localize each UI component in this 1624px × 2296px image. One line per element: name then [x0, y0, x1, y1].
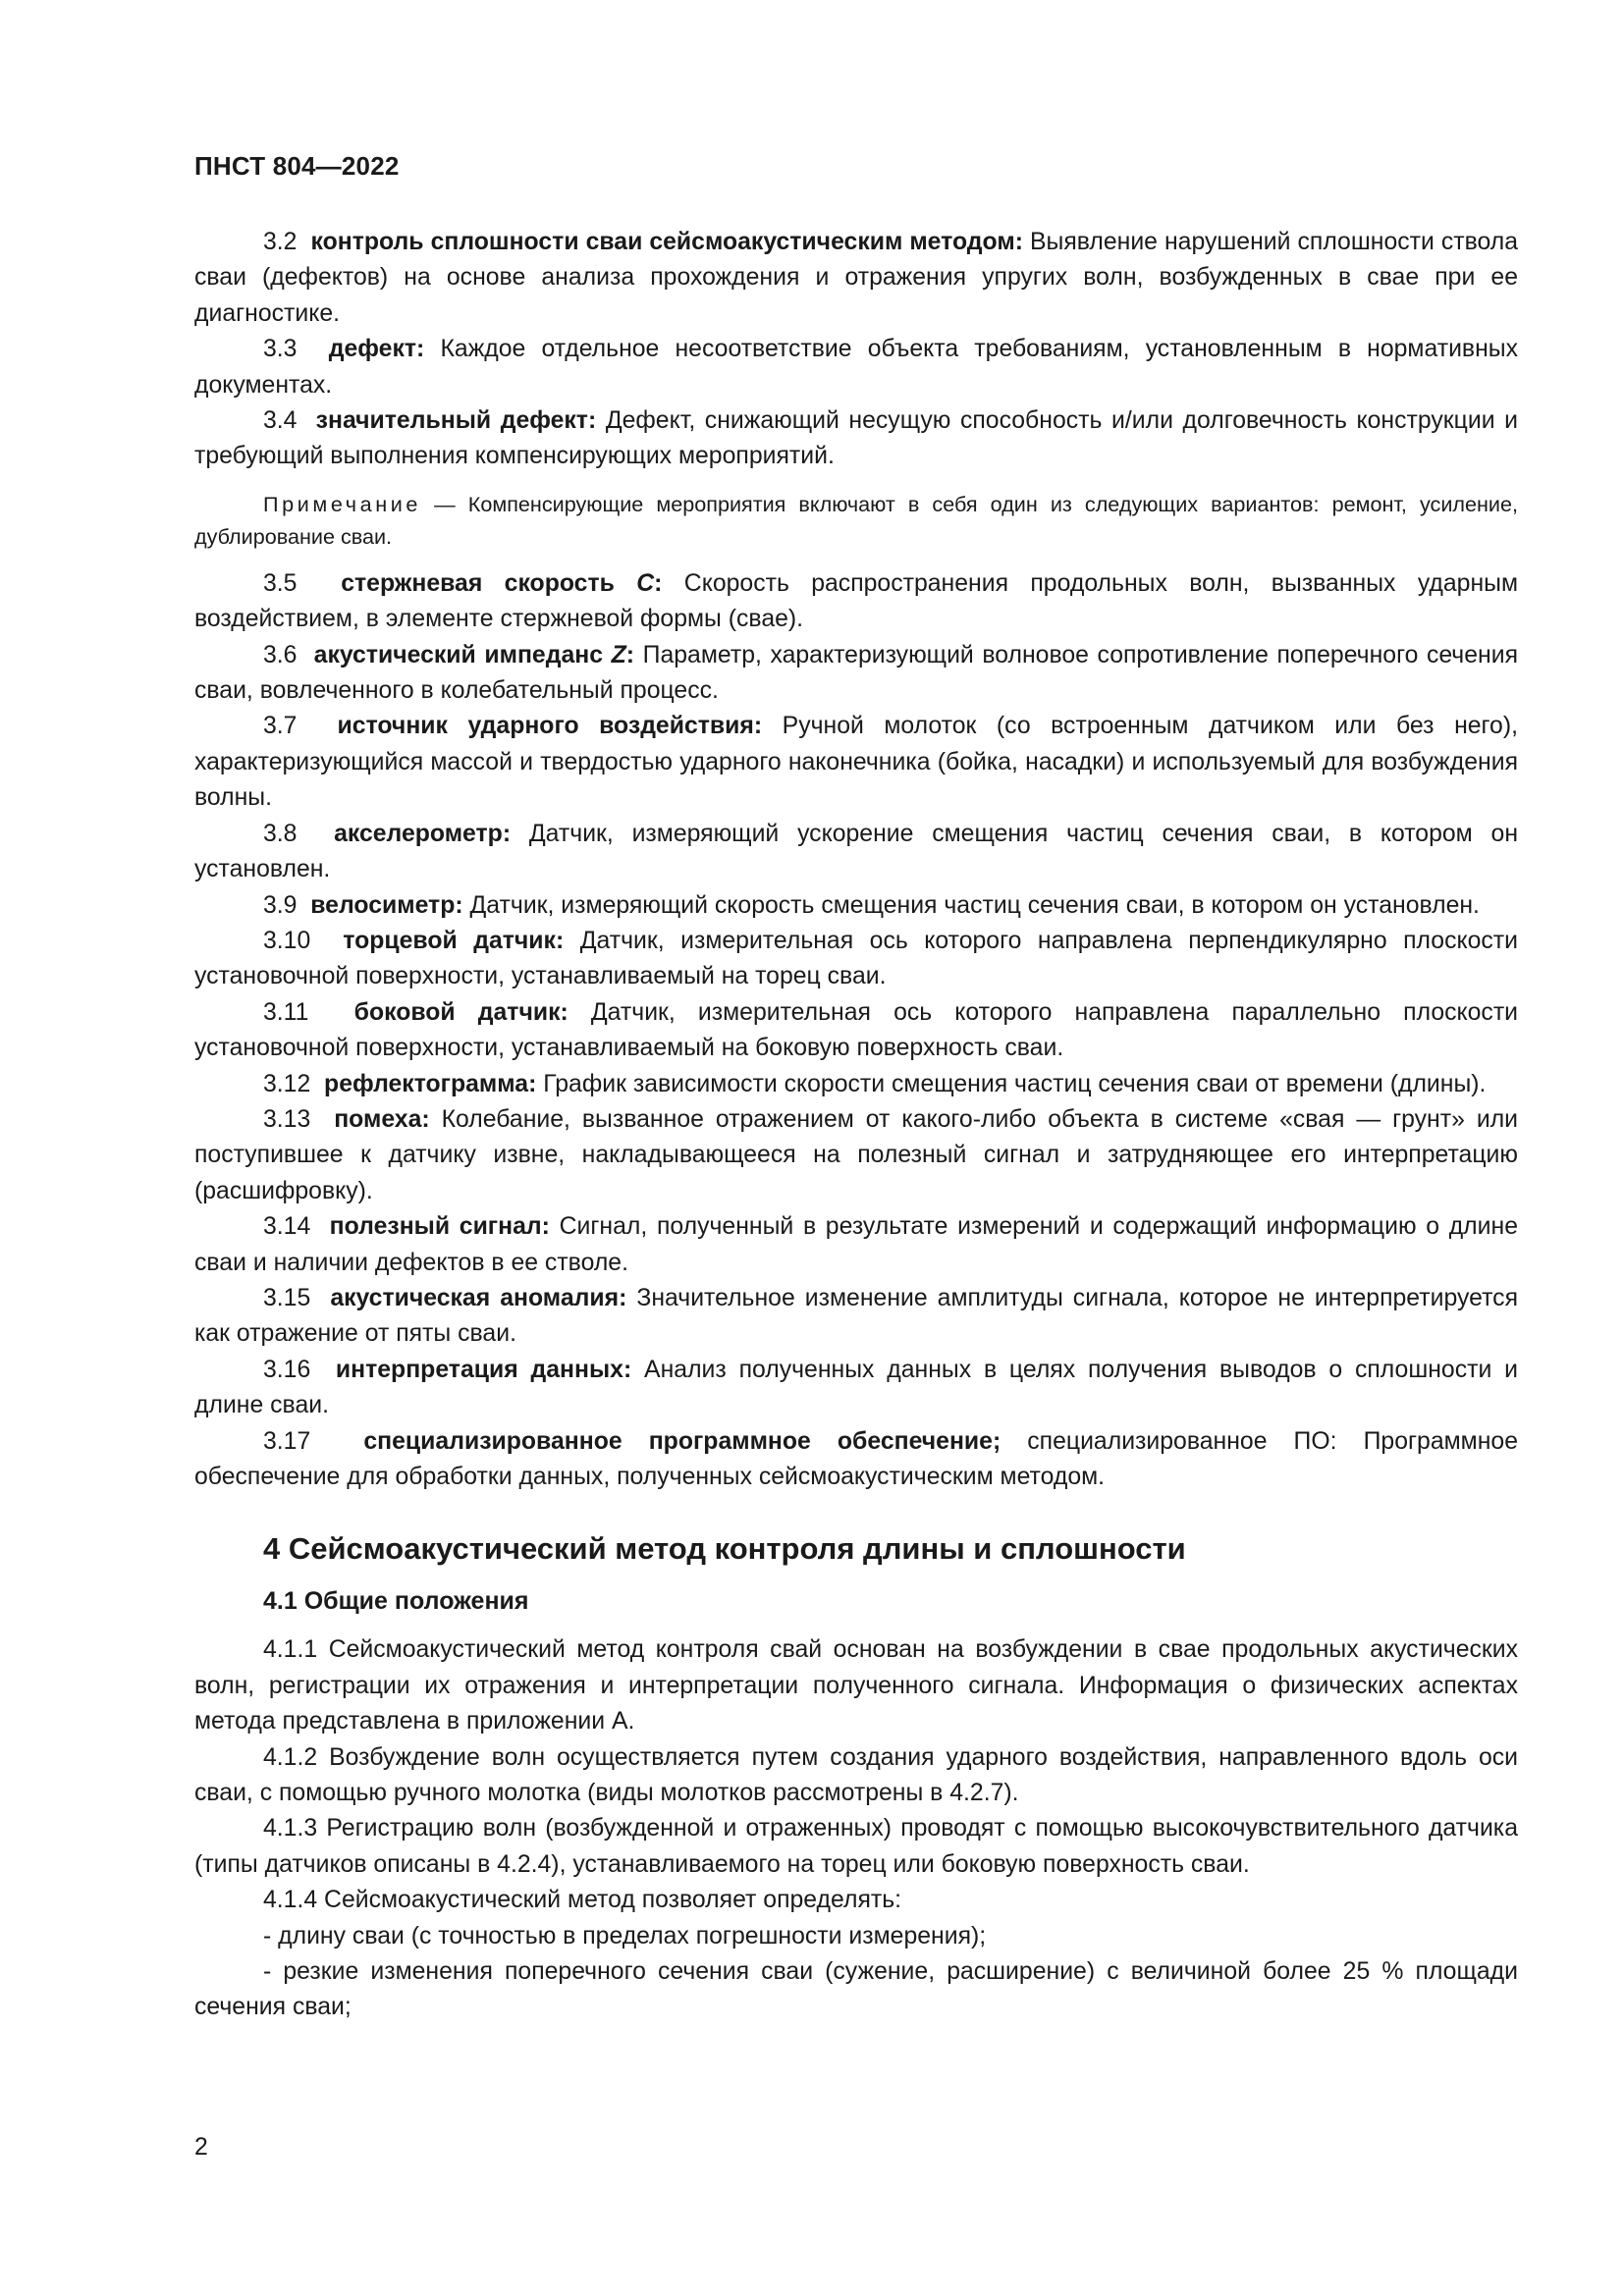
term-definition: Датчик, измерительная ось которого направлена перпендикулярно плоскости установочной поверхности, устанавливаемый на торец сваи. — [194, 927, 1518, 990]
term-3-14 — [194, 1209, 1518, 1281]
term-name: дефект: — [328, 336, 425, 363]
term-variable: Z — [611, 641, 626, 668]
subsection-heading: 4.1 Общие положения — [263, 1587, 529, 1616]
term-number: 3.13 — [263, 1105, 311, 1133]
term-name: акустическая аномалия: — [330, 1284, 627, 1311]
term-name: специализированное программное обеспечение; — [363, 1427, 1001, 1455]
term-name: помеха: — [334, 1105, 430, 1133]
term-number: 3.3 — [263, 336, 298, 363]
term-3-10 — [194, 924, 1518, 995]
term-variable: C — [636, 569, 655, 597]
term-number: 3.5 — [263, 569, 298, 597]
term-definition: Скорость распространения продольных волн, вызванных ударным воздействием, в элементе стержневой формы (свае). — [194, 569, 1519, 633]
term-number: 3.7 — [263, 713, 298, 740]
term-definition: Датчик, измерительная ось которого направлена параллельно плоскости установочной поверхности, устанавливаемый на боковую поверхность сваи. — [194, 998, 1519, 1062]
term-3-2 — [194, 225, 1518, 332]
term-number: 3.11 — [263, 998, 309, 1026]
term-name-text: акустический импеданс — [313, 641, 612, 668]
document-body — [194, 225, 1518, 2026]
paragraph-4-1-4: 4.1.4 Сейсмоакустический метод позволяет определять: — [263, 1887, 902, 1914]
term-3-17 — [194, 1424, 1518, 1496]
term-definition: Ручной молоток (со встроенным датчиком или без него), характеризующийся массой и твердостью ударного наконечника (бойка, насадки) и используемый для возбуждения волны. — [194, 713, 1518, 812]
term-name: рефлектограмма: — [324, 1070, 537, 1097]
term-3-8 — [194, 817, 1518, 888]
term-3-3 — [194, 332, 1518, 403]
term-number: 3.16 — [263, 1356, 311, 1383]
term-number: 3.2 — [263, 229, 298, 255]
term-3-11 — [194, 995, 1518, 1067]
term-name: интерпретация данных: — [335, 1356, 632, 1383]
note-text: — Компенсирующие мероприятия включают в себя один из следующих вариантов: ремонт, усиление, дублирование сваи. — [194, 491, 1519, 549]
paragraph-4-1-1: 4.1.1 Сейсмоакустический метод контроля свай основан на возбуждении в свае продольных акустических волн, регистрации их отражения и интерпретации полученного сигнала. Информация о физических аспектах метода представлена в приложении А. — [194, 1636, 1518, 1735]
term-name-text: стержневая скорость — [341, 569, 637, 597]
section-heading: 4 Сейсмоакустический метод контроля длины и сплошности — [263, 1531, 1186, 1567]
term-number: 3.10 — [263, 927, 311, 954]
term-number: 3.17 — [263, 1427, 311, 1455]
term-name: полезный сигнал: — [329, 1213, 550, 1241]
paragraph-4-1-2: 4.1.2 Возбуждение волн осуществляется путем создания ударного воздействия, направленного вдоль оси сваи, с помощью ручного молотка (виды молотков рассмотрены в 4.2.7). — [194, 1743, 1518, 1807]
term-3-16 — [194, 1353, 1518, 1424]
term-colon: : — [654, 569, 663, 597]
term-3-6 — [194, 638, 1518, 710]
term-name: акселерометр: — [334, 820, 512, 847]
term-number: 3.4 — [263, 407, 298, 435]
term-definition: Колебание, вызванное отражением от какого-либо объекта в системе «свая — грунт» или поступившее к датчику извне, накладывающееся на полезный сигнал и затрудняющее его интерпретацию (расшифровку). — [194, 1105, 1519, 1204]
term-3-9 — [194, 888, 1518, 924]
note — [194, 488, 1518, 553]
term-3-7 — [194, 709, 1518, 816]
term-definition: Дефект, снижающий несущую способность и/или долговечность конструкции и требующий выполнения компенсирующих мероприятий. — [194, 407, 1518, 470]
document-code: ПНСТ 804—2022 — [194, 151, 400, 181]
term-name: боковой датчик: — [353, 998, 568, 1026]
term-name: велосиметр: — [310, 891, 463, 919]
page-number: 2 — [194, 2134, 208, 2161]
term-colon: : — [625, 641, 635, 668]
term-definition: Выявление нарушений сплошности ствола сваи (дефектов) на основе анализа прохождения и отражения упругих волн, возбужденных в свае при ее диагностике. — [194, 229, 1519, 327]
list-item: - длину сваи (с точностью в пределах погрешности измерения); — [263, 1922, 987, 1949]
term-name: источник ударного воздействия: — [337, 713, 763, 740]
term-3-4 — [194, 403, 1518, 475]
term-name: значительный дефект: — [315, 407, 597, 435]
term-definition: специализированное ПО: Программное обеспечение для обработки данных, полученных сейсмоакустическим методом. — [194, 1427, 1518, 1490]
term-definition: Анализ полученных данных в целях получения выводов о сплошности и длине сваи. — [194, 1356, 1519, 1419]
term-number: 3.8 — [263, 820, 298, 847]
term-definition: График зависимости скорости смещения частиц сечения сваи от времени (длины). — [543, 1070, 1487, 1097]
term-definition: Сигнал, полученный в результате измерений и содержащий информацию о длине сваи и наличии дефектов в ее стволе. — [194, 1213, 1518, 1276]
term-3-5 — [194, 566, 1518, 638]
term-name — [341, 570, 662, 597]
term-3-12 — [194, 1067, 1518, 1102]
term-name — [314, 642, 634, 668]
list-item: - резкие изменения поперечного сечения сваи (сужение, расширение) с величиной более 25 % площади сечения сваи; — [194, 1958, 1518, 2021]
term-name: контроль сплошности сваи сейсмоакустическим методом: — [310, 229, 1023, 255]
paragraph-4-1-3: 4.1.3 Регистрацию волн (возбужденной и отраженных) проводят с помощью высокочувствительного датчика (типы датчиков описаны в 4.2.4), устанавливаемого на торец или боковую поверхность сваи. — [194, 1815, 1518, 1878]
term-definition: Каждое отдельное несоответствие объекта требованиям, установленным в нормативных документах. — [194, 336, 1519, 399]
term-definition: Датчик, измеряющий ускорение смещения частиц сечения сваи, в котором он установлен. — [194, 820, 1519, 883]
term-name: торцевой датчик: — [343, 927, 565, 954]
term-3-13 — [194, 1102, 1518, 1209]
term-number: 3.6 — [263, 641, 298, 668]
term-definition: Параметр, характеризующий волновое сопротивление поперечного сечения сваи, вовлеченного в колебательный процесс. — [194, 641, 1518, 705]
term-number: 3.15 — [263, 1284, 311, 1311]
term-number: 3.14 — [263, 1213, 311, 1241]
term-definition: Значительное изменение амплитуды сигнала, которое не интерпретируется как отражение от пяты сваи. — [194, 1284, 1518, 1348]
term-definition: Датчик, измеряющий скорость смещения частиц сечения сваи, в котором он установлен. — [469, 891, 1480, 919]
term-number: 3.12 — [263, 1070, 311, 1097]
term-number: 3.9 — [263, 891, 298, 919]
note-label: Примечание — [263, 491, 421, 516]
term-3-15 — [194, 1281, 1518, 1353]
